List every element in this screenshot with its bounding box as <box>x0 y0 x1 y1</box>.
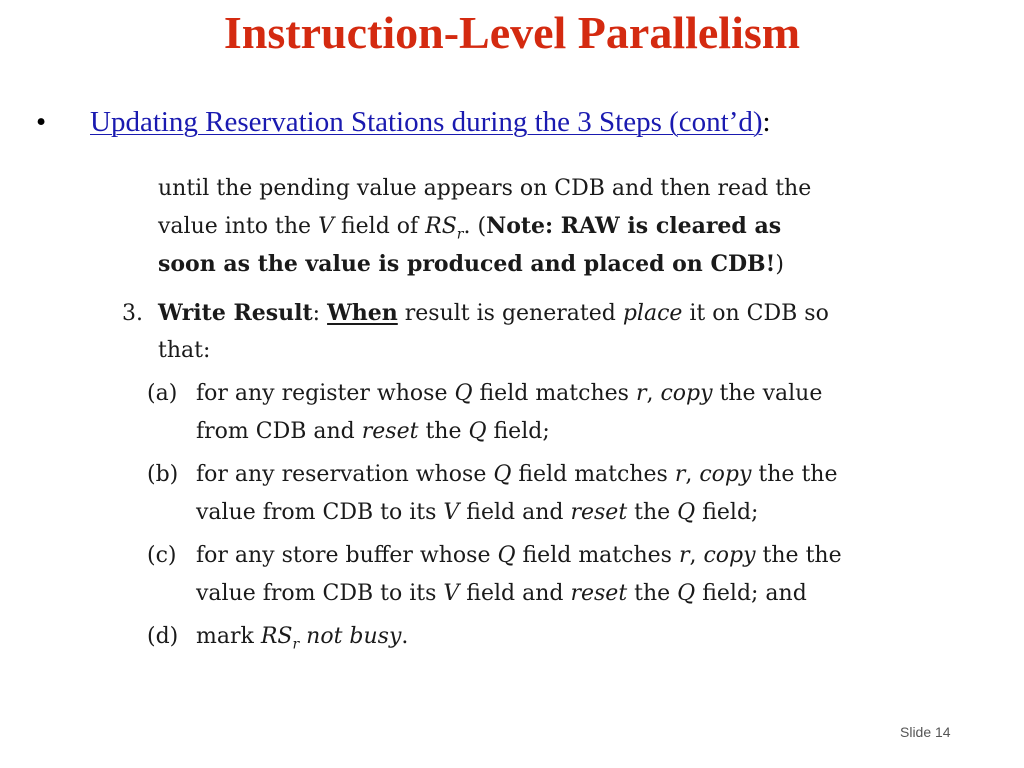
bullet-dot: • <box>36 106 47 138</box>
item-marker: (c) <box>147 543 177 568</box>
item-italic-text: Q <box>677 581 696 606</box>
item-italic-text: RS <box>260 624 293 649</box>
item-italic-text: V <box>443 500 460 525</box>
place-keyword: place <box>622 301 683 326</box>
item-line <box>196 464 837 486</box>
item-text: field; <box>486 419 550 444</box>
step-text: result is generated <box>397 301 623 326</box>
cont-line-3 <box>158 253 784 276</box>
cont-text: . ( <box>463 214 487 239</box>
item-italic-text: Q <box>454 381 473 406</box>
item-italic-text: reset <box>570 581 628 606</box>
var-r-subscript: r <box>456 226 464 243</box>
item-text: mark <box>196 624 261 649</box>
item-text: , <box>685 462 700 487</box>
item-italic-text: r <box>678 543 690 568</box>
item-text: value from CDB to its <box>196 581 444 606</box>
item-marker: (d) <box>147 624 179 649</box>
item-text: the the <box>751 462 838 487</box>
item-line <box>196 545 842 567</box>
item-text: field matches <box>515 543 679 568</box>
item-italic-text: Q <box>493 462 512 487</box>
item-subscript: r <box>292 636 300 653</box>
item-line <box>196 421 550 443</box>
note-bold: soon as the value is produced and placed on CDB! <box>158 251 776 277</box>
item-italic-text: not busy <box>306 624 402 649</box>
cont-text: field of <box>333 214 426 239</box>
item-italic-text: Q <box>497 543 516 568</box>
cont-text: ) <box>775 252 784 277</box>
note-bold: Note: RAW is cleared as <box>486 213 782 239</box>
cont-line-2 <box>158 215 781 241</box>
item-text: field matches <box>472 381 636 406</box>
item-text: the <box>627 500 678 525</box>
item-line <box>196 383 822 405</box>
item-text: , <box>689 543 704 568</box>
item-line <box>196 626 408 651</box>
cont-line-1 <box>158 178 811 200</box>
item-italic-text: r <box>674 462 686 487</box>
step3-line-1 <box>122 302 829 325</box>
item-text: field matches <box>511 462 675 487</box>
var-v: V <box>318 214 334 239</box>
item-text: . <box>401 624 409 649</box>
slide-number: Slide 14 <box>900 724 951 740</box>
step-text: that: <box>158 338 211 363</box>
step-label: Write Result <box>158 300 313 326</box>
item-text: field; and <box>695 581 807 606</box>
item-text: value from CDB to its <box>196 500 444 525</box>
item-italic-text: copy <box>703 543 756 568</box>
item-italic-text: Q <box>468 419 487 444</box>
item-text: the value <box>712 381 823 406</box>
bullet-colon: : <box>762 106 771 138</box>
step-text: it on CDB so <box>682 301 829 326</box>
item-line <box>196 502 758 524</box>
item-italic-text: copy <box>660 381 713 406</box>
item-italic-text: reset <box>361 419 419 444</box>
cont-text: until the pending value appears on CDB and then read the <box>158 176 812 201</box>
item-line <box>196 583 807 605</box>
item-italic-text: r <box>635 381 647 406</box>
item-italic-text: Q <box>677 500 696 525</box>
item-text: field and <box>459 581 571 606</box>
item-text: the <box>418 419 469 444</box>
step-text: : <box>312 301 328 326</box>
item-marker: (a) <box>147 381 178 406</box>
item-italic-text: reset <box>570 500 628 525</box>
item-italic-text: V <box>443 581 460 606</box>
item-text: , <box>646 381 661 406</box>
when-keyword: When <box>327 300 398 326</box>
var-rs: RS <box>425 214 457 239</box>
item-text: the the <box>755 543 842 568</box>
bullet-point <box>36 106 771 139</box>
item-marker: (b) <box>147 462 179 487</box>
item-text: field and <box>459 500 571 525</box>
step3-line-2 <box>158 340 210 362</box>
item-text: from CDB and <box>196 419 362 444</box>
item-text: for any register whose <box>196 381 455 406</box>
item-text: field; <box>695 500 759 525</box>
item-text: the <box>627 581 678 606</box>
cont-text: value into the <box>158 214 319 239</box>
item-text: for any store buffer whose <box>196 543 498 568</box>
slide-title: Instruction-Level Parallelism <box>223 7 801 58</box>
item-italic-text: copy <box>699 462 752 487</box>
item-text: for any reservation whose <box>196 462 494 487</box>
bullet-text: Updating Reservation Stations during the 3 Steps (cont’d) <box>90 106 763 138</box>
step-number: 3. <box>122 301 143 326</box>
